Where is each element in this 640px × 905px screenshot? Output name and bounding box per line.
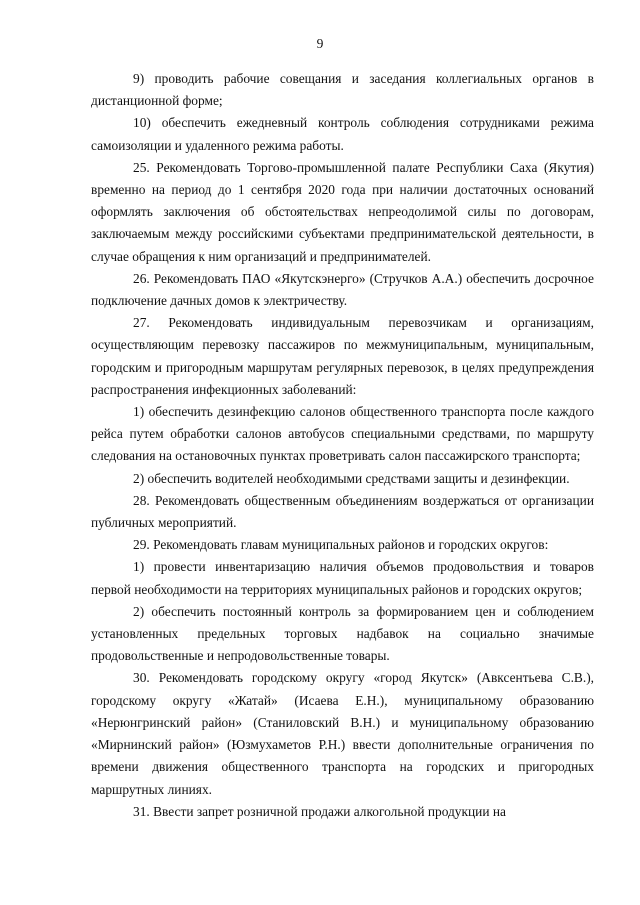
page-number: 9 bbox=[316, 36, 324, 51]
clause-29-item-1-inventory: 1) провести инвентаризацию наличия объемов продовольствия и товаров первой необходимости на территориях муниципальных районов и городских округов; bbox=[91, 559, 594, 597]
clause-29-item-2-price-control: 2) обеспечить постоянный контроль за формированием цен и соблюдением установленных предельных торговых надбавок на социально значимые продовольственные и непродовольственные товары. bbox=[91, 603, 594, 664]
clause-27-carriers: 27. Рекомендовать индивидуальным перевозчикам и организациям, осуществляющим перевозку пассажиров по межмуниципальным, муниципальным, городским и пригородным маршрутам регулярных перевозок, в целях предупреждения распространения инфекционных заболеваний: bbox=[91, 315, 594, 397]
clause-30-transport-restrictions: 30. Рекомендовать городскому округу «город Якутск» (Авксентьева С.В.), городскому округу «Жатай» (Исаева Е.Н.), муниципальному образованию «Нерюнгринский район» (Станиловский В.Н.) и муниципальному образованию «Мирнинский район» (Юзмухаметов Р.Н.) ввести дополнительные ограничения по времени движения общественного транспорта на городских и пригородных маршрутных линиях. bbox=[91, 670, 594, 797]
item-10-self-isolation-control: 10) обеспечить ежедневный контроль соблюдения сотрудниками режима самоизоляции и удаленного режима работы. bbox=[91, 115, 594, 153]
clause-28-public-associations: 28. Рекомендовать общественным объединениям воздержаться от организации публичных мероприятий. bbox=[91, 492, 594, 531]
clause-26-yakutskenergo: 26. Рекомендовать ПАО «Якутскэнерго» (Стручков А.А.) обеспечить досрочное подключение дачных домов к электричеству. bbox=[91, 270, 594, 309]
clause-27-item-2-driver-protection: 2) обеспечить водителей необходимыми средствами защиты и дезинфекции. bbox=[133, 470, 570, 486]
clause-31-alcohol-ban: 31. Ввести запрет розничной продажи алкогольной продукции на bbox=[133, 803, 506, 819]
clause-29-district-heads: 29. Рекомендовать главам муниципальных районов и городских округов: bbox=[133, 537, 549, 553]
item-9-remote-meetings: 9) проводить рабочие совещания и заседания коллегиальных органов в дистанционной форме; bbox=[91, 71, 594, 109]
clause-27-item-1-disinfection: 1) обеспечить дезинфекцию салонов общественного транспорта после каждого рейса путем обработки салонов автобусов специальными средствами, по маршруту следования на остановочных пунктах проветривать салон пассажирского транспорта; bbox=[91, 404, 594, 464]
clause-25-chamber-of-commerce: 25. Рекомендовать Торгово-промышленной палате Республики Саха (Якутия) временно на период до 1 сентября 2020 года при наличии достаточных оснований оформлять заключения об обстоятельствах непреодолимой силы по договорам, заключаемым между российскими субъектами предпринимательской деятельности, в случае обращения к ним организаций и предпринимателей. bbox=[91, 159, 594, 264]
document-body bbox=[91, 68, 594, 823]
